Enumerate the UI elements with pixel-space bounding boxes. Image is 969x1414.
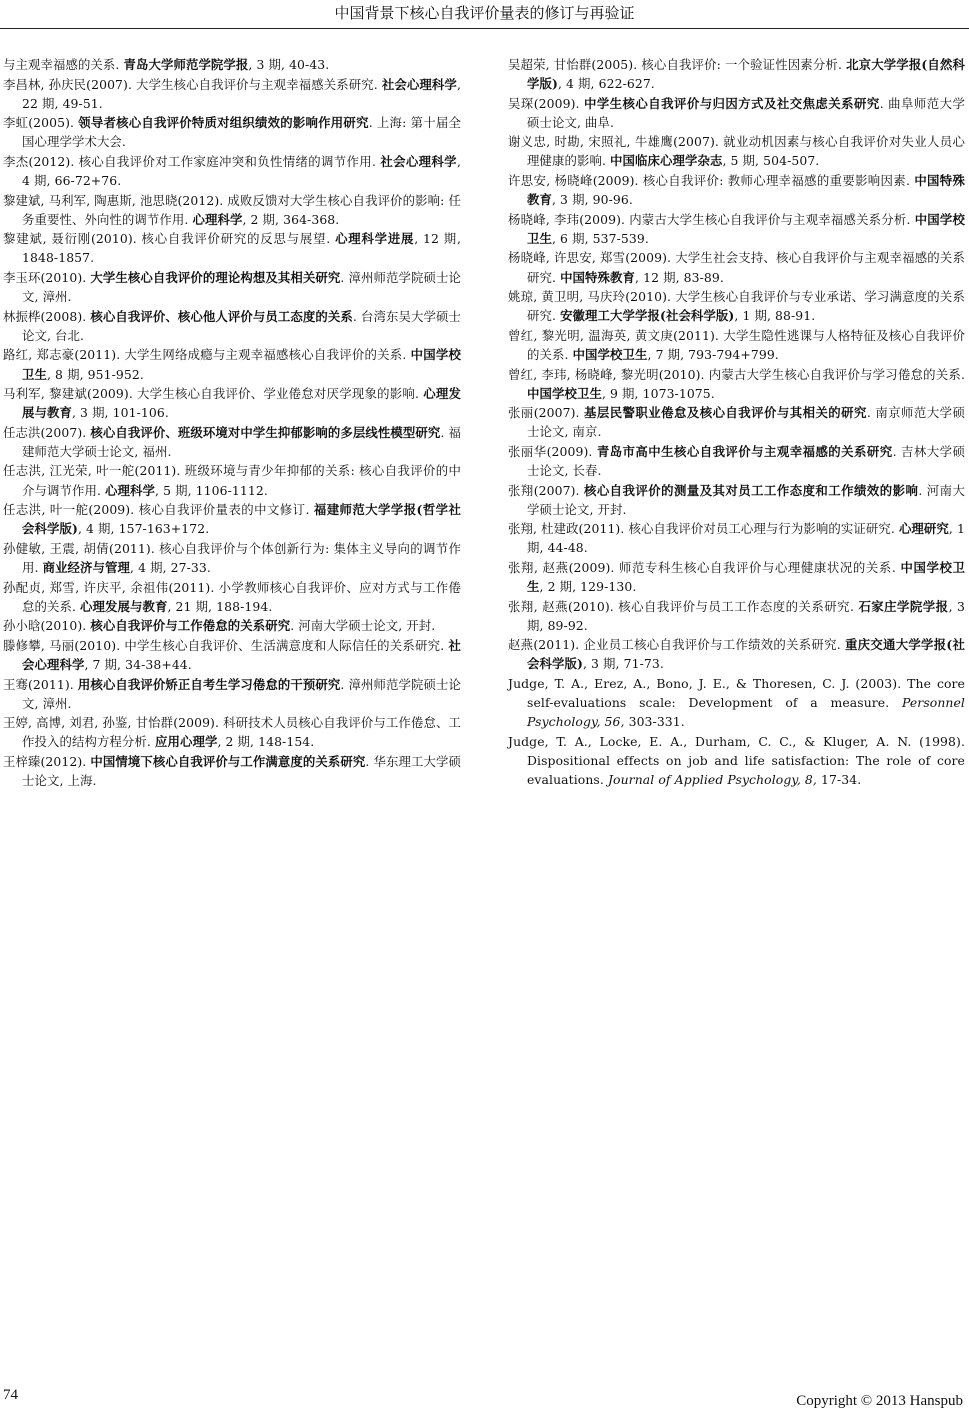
reference-entry bbox=[3, 500, 461, 538]
reference-text: 杨晓峰, 许思安, 郑雪(2009). 大学生社会支持、核心自我评价与主观幸福感的关系研究. bbox=[508, 250, 965, 285]
reference-journal: 基层民警职业倦怠及核心自我评价与其相关的研究 bbox=[583, 405, 867, 421]
reference-details: . 河南大学硕士论文, 开封. bbox=[527, 482, 965, 517]
reference-journal: 核心自我评价的测量及其对员工工作态度和工作绩效的影响 bbox=[583, 482, 919, 498]
reference-details: , 7 期, 34-38+44. bbox=[84, 656, 192, 672]
reference-entry bbox=[508, 287, 965, 325]
reference-text: 姚琼, 黄卫明, 马庆玲(2010). 大学生核心自我评价与专业承诺、学习满意度的关系研究. bbox=[508, 289, 965, 324]
reference-details: . 漳州师范学院硕士论文, 漳州. bbox=[22, 676, 461, 711]
reference-text: 张翔(2007). bbox=[508, 482, 584, 498]
reference-journal: 中国情境下核心自我评价与工作满意度的关系研究 bbox=[90, 753, 366, 769]
reference-details: , 3 期, 89-92. bbox=[527, 598, 966, 633]
reference-entry bbox=[3, 752, 461, 790]
reference-journal: 中学生核心自我评价与归因方式及社交焦虑关系研究 bbox=[583, 95, 880, 111]
reference-journal: 中国学校卫生 bbox=[527, 211, 966, 246]
reference-details: , 7 期, 793-794+799. bbox=[647, 346, 779, 362]
reference-journal: 心理科学 bbox=[192, 211, 243, 227]
reference-details: , 3 期, 40-43. bbox=[248, 57, 330, 72]
reference-journal: 青岛大学师范学院学报 bbox=[123, 57, 249, 72]
reference-entry bbox=[3, 384, 461, 422]
reference-details: , 2 期, 148-154. bbox=[217, 734, 315, 750]
reference-journal: 心理发展与教育 bbox=[22, 386, 461, 421]
reference-journal: 青岛市高中生核心自我评价与主观幸福感的关系研究 bbox=[596, 443, 893, 459]
reference-entry bbox=[3, 636, 461, 674]
reference-journal: 应用心理学 bbox=[154, 734, 218, 750]
reference-entry bbox=[3, 55, 461, 74]
reference-text: 曾红, 黎光明, 温海英, 黄文庚(2011). 大学生隐性逃课与人格特征及核心自我评价的关系. bbox=[508, 327, 965, 362]
reference-text: 孙健敏, 王震, 胡倩(2011). 核心自我评价与个体创新行为: 集体主义导向的调节作用. bbox=[3, 540, 461, 575]
reference-text: 孙小晗(2010). bbox=[3, 618, 91, 634]
reference-text: 李杰(2012). 核心自我评价对工作家庭冲突和负性情绪的调节作用. bbox=[3, 153, 381, 169]
reference-journal: 中国学校卫生 bbox=[572, 346, 648, 362]
reference-entry bbox=[3, 191, 461, 229]
reference-journal: 核心自我评价、班级环境对中学生抑郁影响的多层线性模型研究 bbox=[90, 424, 441, 440]
reference-journal: 核心自我评价、核心他人评价与员工态度的关系 bbox=[90, 308, 353, 324]
reference-entry bbox=[3, 152, 461, 190]
reference-text: 张翔, 杜建政(2011). 核心自我评价对员工心理与行为影响的实证研究. bbox=[508, 521, 899, 537]
reference-details: , 6 期, 537-539. bbox=[551, 230, 649, 246]
reference-entry bbox=[508, 365, 965, 403]
reference-entry bbox=[508, 171, 965, 209]
reference-journal: 北京大学学报(自然科学版) bbox=[527, 57, 965, 92]
reference-entry bbox=[508, 248, 965, 286]
page-number: 74 bbox=[3, 1387, 18, 1403]
reference-journal: Journal of Applied Psychology, 8, bbox=[607, 771, 817, 787]
reference-text: 王骞(2011). bbox=[3, 676, 78, 692]
reference-text: 张翔, 赵燕(2009). 师范专科生核心自我评价与心理健康状况的关系. bbox=[508, 559, 901, 575]
reference-text: 路红, 郑志豪(2011). 大学生网络成瘾与主观幸福感核心自我评价的关系. bbox=[3, 347, 411, 363]
reference-entry bbox=[508, 210, 965, 248]
reference-entry bbox=[3, 307, 461, 345]
reference-journal: 中国临床心理学杂志 bbox=[610, 153, 723, 169]
running-header-title: 中国背景下核心自我评价量表的修订与再验证 bbox=[334, 4, 635, 22]
reference-text: 吴超荣, 甘怡群(2005). 核心自我评价: 一个验证性因素分析. bbox=[508, 57, 847, 72]
reference-journal: 核心自我评价与工作倦怠的关系研究 bbox=[90, 618, 291, 634]
reference-journal: 中国学校卫生 bbox=[527, 385, 602, 401]
reference-details: , 3 期, 90-96. bbox=[551, 192, 633, 208]
reference-entry bbox=[3, 113, 461, 151]
reference-details: . 台湾东吴大学硕士论文, 台北. bbox=[22, 308, 461, 343]
reference-details: , 12 期, 1848-1857. bbox=[22, 231, 461, 266]
reference-details: . 华东理工大学硕士论文, 上海. bbox=[22, 753, 461, 788]
reference-journal: 重庆交通大学学报(社会科学版) bbox=[527, 637, 965, 672]
reference-details: , 1 期, 88-91. bbox=[734, 308, 816, 324]
reference-journal: 中国学校卫生 bbox=[22, 347, 462, 382]
reference-journal: 中国学校卫生 bbox=[527, 559, 965, 595]
reference-text: 马利军, 黎建斌(2009). 大学生核心自我评价、学业倦怠对厌学现象的影响. bbox=[3, 386, 424, 402]
reference-journal: 中国特殊教育 bbox=[560, 269, 636, 285]
reference-journal: 社会心理科学 bbox=[380, 153, 457, 169]
reference-entry bbox=[3, 345, 461, 383]
reference-journal: 社会心理科学 bbox=[381, 76, 457, 92]
reference-entry bbox=[508, 674, 965, 731]
reference-entry bbox=[3, 539, 461, 577]
reference-journal: 大学生核心自我评价的理论构想及其相关研究 bbox=[90, 270, 341, 286]
reference-entry bbox=[3, 461, 461, 499]
reference-text: 赵燕(2011). 企业员工核心自我评价与工作绩效的关系研究. bbox=[508, 637, 846, 653]
reference-details: , 4 期, 66-72+76. bbox=[22, 153, 461, 189]
reference-details: . 曲阜师范大学硕士论文, 曲阜. bbox=[527, 95, 965, 130]
reference-details: , 8 期, 951-952. bbox=[46, 366, 144, 382]
reference-entry bbox=[508, 481, 965, 519]
reference-journal: Personnel Psychology, 56, bbox=[527, 695, 965, 730]
reference-details: , 5 期, 1106-1112. bbox=[155, 482, 268, 498]
header-rule bbox=[0, 28, 969, 29]
reference-text: 滕修攀, 马丽(2010). 中学生核心自我评价、生活满意度和人际信任的关系研究. bbox=[3, 637, 449, 653]
reference-text: 许思安, 杨晓峰(2009). 核心自我评价: 教师心理幸福感的重要影响因素. bbox=[508, 173, 915, 189]
reference-text: 吴琛(2009). bbox=[508, 95, 584, 111]
reference-journal: 心理发展与教育 bbox=[80, 598, 168, 614]
reference-journal: 心理科学 bbox=[105, 482, 155, 498]
reference-journal: 用核心自我评价矫正自考生学习倦怠的干预研究 bbox=[77, 676, 341, 692]
reference-details: , 2 期, 129-130. bbox=[539, 579, 637, 595]
reference-text: 王婷, 高博, 刘君, 孙鉴, 甘怡群(2009). 科研技术人员核心自我评价与工作倦怠、工作投入的结构方程分析. bbox=[3, 715, 461, 750]
reference-text: 王梓臻(2012). bbox=[3, 753, 91, 769]
reference-details: 17-34. bbox=[816, 771, 862, 787]
reference-journal: 安徽理工大学学报(社会科学版) bbox=[560, 308, 735, 324]
reference-text: 林振桦(2008). bbox=[3, 308, 91, 324]
reference-entry bbox=[508, 519, 965, 557]
reference-details: 303-331. bbox=[624, 714, 685, 730]
reference-entry bbox=[508, 732, 965, 789]
reference-details: , 3 期, 71-73. bbox=[582, 656, 664, 672]
reference-text: 曾红, 李玮, 杨晓峰, 黎光明(2010). 内蒙古大学生核心自我评价与学习倦怠的关系. bbox=[508, 366, 965, 382]
reference-details: . 漳州师范学院硕士论文, 漳州. bbox=[22, 270, 461, 305]
reference-journal: 商业经济与管理 bbox=[42, 559, 131, 575]
reference-details: . 上海: 第十届全国心理学学术大会. bbox=[22, 115, 461, 150]
reference-entry bbox=[508, 635, 965, 673]
reference-text: 黎建斌, 马利军, 陶惠斯, 池思晓(2012). 成败反馈对大学生核心自我评价的影响: 任务重要性、外向性的调节作用. bbox=[3, 192, 461, 227]
reference-details: , 4 期, 157-163+172. bbox=[77, 521, 210, 537]
reference-text: 张翔, 赵燕(2010). 核心自我评价与员工工作态度的关系研究. bbox=[508, 598, 859, 614]
reference-details: , 4 期, 27-33. bbox=[130, 559, 211, 575]
reference-text: 黎建斌, 聂衍刚(2010). 核心自我评价研究的反思与展望. bbox=[3, 231, 336, 247]
reference-entry bbox=[3, 229, 461, 267]
reference-text: 谢义忠, 时勘, 宋照礼, 牛雄鹰(2007). 就业动机因素与核心自我评价对失业人员心理健康的影响. bbox=[508, 134, 965, 169]
reference-entry bbox=[508, 55, 965, 93]
reference-text: 杨晓峰, 李玮(2009). 内蒙古大学生核心自我评价与主观幸福感关系分析. bbox=[508, 211, 915, 227]
reference-details: . 南京师范大学硕士论文, 南京. bbox=[527, 405, 965, 440]
references-right-column bbox=[508, 55, 965, 790]
reference-text: 李虹(2005). bbox=[3, 115, 79, 131]
reference-details: , 21 期, 188-194. bbox=[167, 598, 273, 614]
reference-entry bbox=[3, 75, 461, 113]
reference-entry bbox=[3, 578, 461, 616]
reference-text: 张丽(2007). bbox=[508, 405, 584, 421]
reference-journal: 心理科学进展 bbox=[335, 231, 415, 247]
reference-details: . 河南大学硕士论文, 开封. bbox=[290, 618, 436, 634]
references-left-column bbox=[3, 55, 461, 791]
copyright-notice: Copyright © 2013 Hanspub bbox=[796, 1393, 963, 1409]
reference-entry bbox=[508, 442, 965, 480]
reference-details: . 吉林大学硕士论文, 长春. bbox=[527, 443, 965, 478]
reference-details: , 1 期, 44-48. bbox=[527, 521, 965, 556]
reference-journal: 福建师范大学学报(哲学社会科学版) bbox=[22, 502, 461, 537]
reference-entry bbox=[508, 558, 965, 596]
reference-entry bbox=[3, 713, 461, 751]
reference-text: Judge, T. A., Locke, E. A., Durham, C. C., & Kluger, A. N. (1998). Dispositional effects on job and life satisfaction: The role of core evaluations. bbox=[508, 733, 965, 787]
reference-journal: 心理研究 bbox=[898, 521, 949, 537]
reference-entry bbox=[3, 675, 461, 713]
reference-entry bbox=[508, 403, 965, 441]
reference-text: 李昌林, 孙庆民(2007). 大学生核心自我评价与主观幸福感关系研究. bbox=[3, 76, 382, 92]
reference-text: 任志洪(2007). bbox=[3, 424, 91, 440]
reference-journal: 石家庄学院学报 bbox=[858, 598, 949, 614]
reference-entry bbox=[3, 423, 461, 461]
reference-details: , 3 期, 101-106. bbox=[71, 405, 169, 421]
reference-text: Judge, T. A., Erez, A., Bono, J. E., & Thoresen, C. J. (2003). The core self-evaluations scale: Development of a measure. bbox=[508, 676, 965, 711]
reference-text: 任志洪, 叶一舵(2009). 核心自我评价量表的中文修订. bbox=[3, 502, 314, 518]
reference-details: , 12 期, 83-89. bbox=[635, 269, 724, 285]
reference-text: 孙配贞, 郑雪, 许庆平, 余祖伟(2011). 小学教师核心自我评价、应对方式与工作倦怠的关系. bbox=[3, 579, 461, 614]
reference-details: . 福建师范大学硕士论文, 福州. bbox=[22, 424, 461, 459]
reference-details: , 9 期, 1073-1075. bbox=[601, 385, 715, 401]
reference-text: 任志洪, 江光荣, 叶一舵(2011). 班级环境与青少年抑郁的关系: 核心自我评价的中介与调节作用. bbox=[3, 463, 461, 498]
reference-entry bbox=[3, 268, 461, 306]
reference-entry bbox=[3, 616, 461, 635]
reference-entry bbox=[508, 326, 965, 364]
reference-details: , 4 期, 622-627. bbox=[557, 76, 655, 92]
reference-journal: 中国特殊教育 bbox=[527, 173, 965, 208]
reference-details: , 5 期, 504-507. bbox=[722, 153, 820, 169]
reference-text: 张丽华(2009). bbox=[508, 443, 597, 459]
reference-details: , 22 期, 49-51. bbox=[22, 76, 461, 111]
reference-entry bbox=[508, 94, 965, 132]
reference-details: , 2 期, 364-368. bbox=[242, 211, 340, 227]
reference-journal: 领导者核心自我评价特质对组织绩效的影响作用研究 bbox=[78, 115, 369, 131]
reference-text: 与主观幸福感的关系. bbox=[3, 57, 124, 72]
reference-entry bbox=[508, 597, 965, 635]
reference-journal: 社会心理科学 bbox=[22, 637, 461, 672]
reference-text: 李玉环(2010). bbox=[3, 270, 91, 286]
running-header bbox=[0, 2, 969, 24]
reference-entry bbox=[508, 132, 965, 170]
